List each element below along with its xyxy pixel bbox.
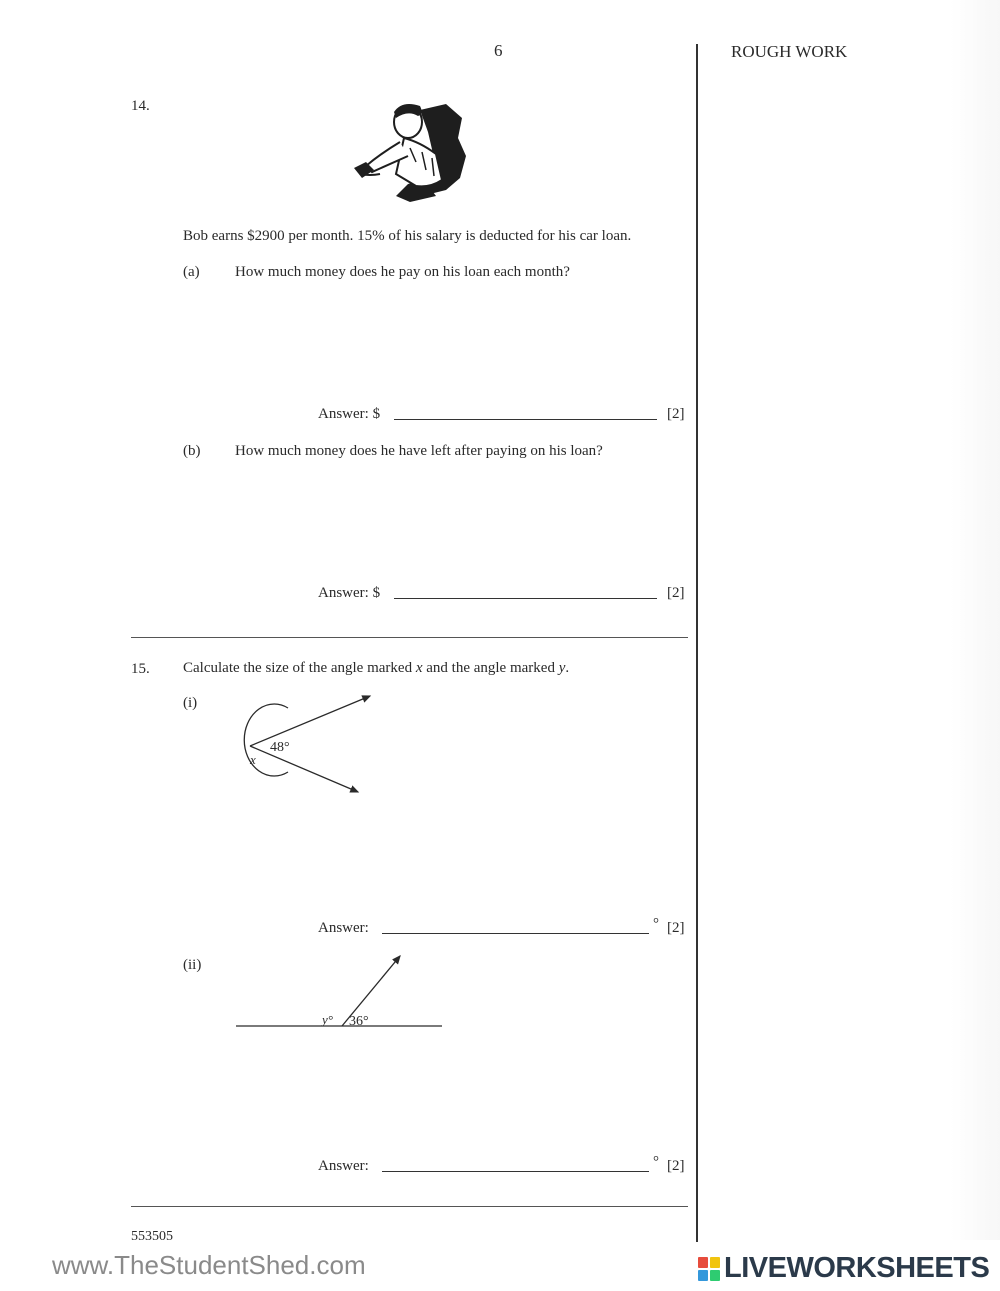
q15ii-marks: [2] [667, 1158, 685, 1174]
q14b-label: (b) [183, 443, 201, 459]
q15i-var-label: x [250, 752, 256, 767]
q15ii-degree: ° [653, 1154, 659, 1170]
q15ii-angle-label: 36° [349, 1014, 369, 1029]
q14b-question: How much money does he have left after paying on his loan? [235, 443, 603, 459]
q14b-answer-line [394, 598, 657, 599]
q15i-label: (i) [183, 695, 198, 711]
q15i-marks: [2] [667, 920, 685, 936]
q14b-answer-prefix: Answer: $ [318, 585, 381, 601]
q15i-degree: ° [653, 916, 659, 932]
q15i-angle-label: 48° [270, 740, 290, 755]
q15i-answer-prefix: Answer: [318, 920, 369, 936]
q15ii-answer-line [382, 1171, 649, 1172]
rough-work-divider [696, 44, 698, 1242]
q15ii-label: (ii) [183, 957, 202, 973]
q14-number: 14. [131, 98, 150, 114]
liveworksheets-logo-icon [698, 1257, 720, 1281]
q14b-marks: [2] [667, 585, 685, 601]
q15i-answer-input[interactable] [382, 914, 653, 934]
q15ii-var-label: y° [322, 1012, 333, 1027]
section-divider [131, 637, 688, 638]
q14b-answer-input[interactable] [394, 579, 661, 599]
q15ii-answer-input[interactable] [382, 1152, 653, 1172]
rough-work-heading: ROUGH WORK [731, 42, 848, 61]
page-edge-shadow [950, 0, 1000, 1240]
q15-stem: Calculate the size of the angle marked x and the angle marked y. [183, 660, 570, 676]
q14a-marks: [2] [667, 406, 685, 422]
watermark-studentshed: www.TheStudentShed.com [52, 1250, 366, 1280]
page-number: 6 [494, 41, 503, 60]
q14a-answer-line [394, 419, 657, 420]
watermark-liveworksheets: LIVEWORKSHEETS [724, 1252, 990, 1284]
q15i-answer-line [382, 933, 649, 934]
q14a-answer-prefix: Answer: $ [318, 406, 381, 422]
q14-stem: Bob earns $2900 per month. 15% of his salary is deducted for his car loan. [183, 228, 632, 244]
man-counting-money-icon [350, 98, 468, 204]
q15i-angle-diagram [228, 688, 378, 798]
q14a-label: (a) [183, 264, 200, 280]
q14a-answer-input[interactable] [394, 400, 661, 420]
q15ii-angle-diagram [230, 948, 450, 1038]
page-code: 553505 [131, 1229, 173, 1244]
footer-divider [131, 1206, 688, 1207]
q14a-question: How much money does he pay on his loan each month? [235, 264, 570, 280]
q15ii-answer-prefix: Answer: [318, 1158, 369, 1174]
q15-number: 15. [131, 661, 150, 677]
